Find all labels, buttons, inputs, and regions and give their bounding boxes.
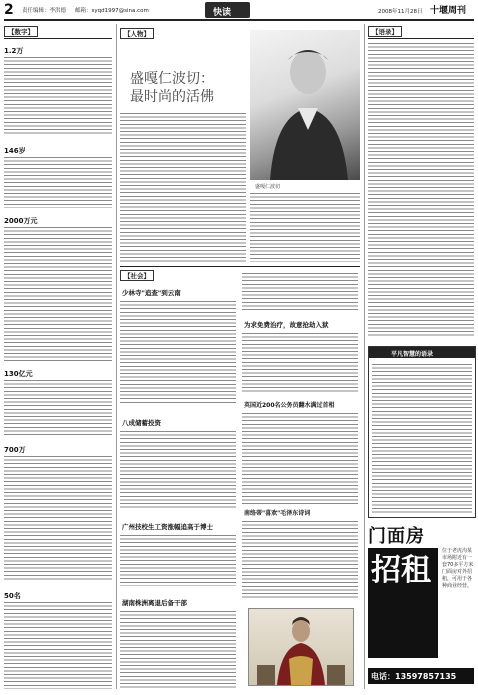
- masthead-rule: [4, 19, 474, 21]
- feature-body-right: [250, 192, 360, 262]
- section-label: 快读: [213, 8, 232, 18]
- issue-date: 2008年11月28日: [378, 9, 423, 15]
- editor-label: 责任编辑：李洪德: [22, 8, 67, 14]
- feature-tag: 【人物】: [120, 28, 154, 39]
- wisdom-title: 平凡智慧的语录: [391, 351, 434, 358]
- item-title: 2000万元: [4, 217, 38, 225]
- photo-caption: 盛嘎仁波切: [255, 184, 281, 190]
- item-title: 700万: [4, 446, 26, 454]
- masthead: [0, 0, 478, 22]
- wisdom-body: [372, 363, 472, 513]
- feature-body: [120, 112, 246, 262]
- society-body: [120, 610, 236, 688]
- item-body: [4, 455, 112, 580]
- item-body: [4, 226, 112, 361]
- numbers-header: 【数字】: [4, 26, 38, 37]
- society-section: [120, 268, 238, 688]
- quotes-body: [368, 42, 474, 338]
- society-body: [120, 430, 236, 510]
- news-body: [242, 272, 358, 312]
- news-body: [242, 520, 358, 600]
- society-body: [120, 300, 236, 404]
- portrait-figure: [250, 30, 360, 180]
- page-number: 2: [4, 2, 14, 18]
- society-body: [120, 534, 236, 586]
- news-body: [242, 412, 358, 504]
- column-divider: [116, 24, 117, 689]
- painting-figure: [249, 609, 353, 685]
- rental-ad: [368, 520, 474, 690]
- header-rule: [368, 38, 474, 39]
- item-title: 130亿元: [4, 370, 33, 378]
- item-body: [4, 156, 112, 208]
- portrait-photo: [250, 30, 360, 180]
- quotes-header: 【语录】: [368, 26, 402, 37]
- paper-name: 十堰周刊: [430, 6, 467, 16]
- news-column: [242, 268, 360, 688]
- editor-email: 邮箱：syqd1997@sina.com: [75, 8, 149, 14]
- item-title: 146岁: [4, 147, 26, 155]
- wisdom-box: [368, 346, 476, 518]
- ad-title: 门面房: [368, 526, 425, 547]
- item-title: 50名: [4, 592, 21, 600]
- item-body: [4, 379, 112, 437]
- section-rule: [120, 266, 360, 267]
- feature-title-line2: 最时尚的活佛: [130, 89, 214, 105]
- feature-title-line1: 盛嘎仁波切：: [130, 71, 214, 87]
- news-headline: 英国近200名公务员翻水满过首相: [244, 402, 335, 409]
- column-divider: [364, 24, 365, 689]
- news-body: [242, 332, 358, 394]
- ad-big-text: 招租: [371, 553, 431, 588]
- quotes-column: [368, 24, 474, 344]
- society-headline: 湖南株洲离退后备干部: [122, 599, 187, 607]
- item-body: [4, 601, 112, 689]
- portrait-painting: [248, 608, 354, 686]
- society-tag: 【社会】: [120, 270, 154, 281]
- item-body: [4, 56, 112, 136]
- ad-description: 位于老虎沟某市场附近有一套70多平方米门面房对外招租，可用于各种商业经营。: [442, 548, 474, 589]
- society-headline: 广州技校生工资涨幅追高于博士: [122, 523, 213, 531]
- news-headline: 为求免费治疗，故意抢劫入狱: [244, 321, 329, 329]
- society-headline: 少林寺"追查"到云南: [122, 289, 181, 297]
- society-headline: 八成储蓄投资: [122, 419, 161, 427]
- news-headline: 南络蒂"喜欢"毛泽东诗词: [244, 510, 311, 517]
- item-title: 1.2万: [4, 47, 24, 55]
- header-rule: [4, 38, 112, 39]
- ad-phone: 电话：13597857135: [371, 672, 457, 681]
- left-column: [4, 24, 114, 689]
